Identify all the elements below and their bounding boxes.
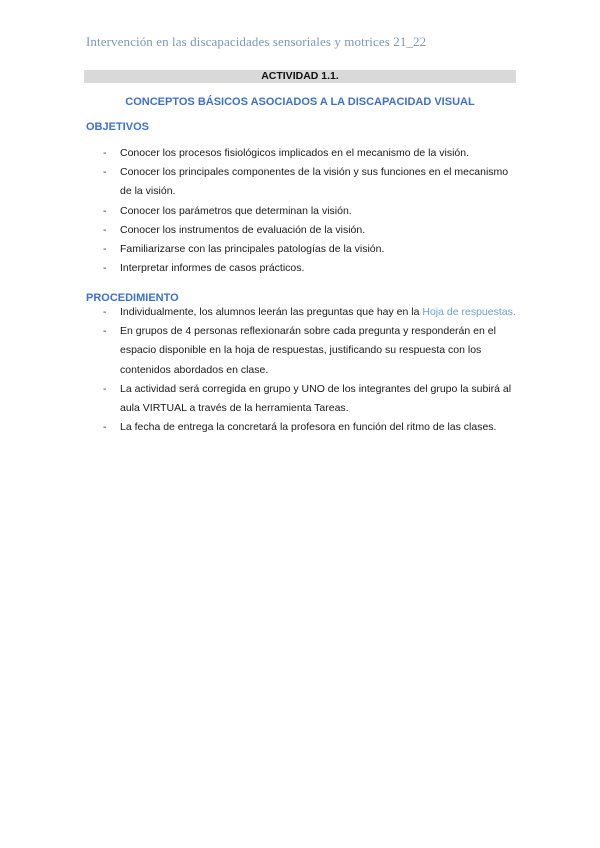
list-item	[86, 303, 516, 322]
list-item	[86, 322, 516, 380]
dash-bullet: -	[103, 382, 107, 395]
list-item-text: Individualmente, los alumnos leerán las preguntas que hay en la	[120, 306, 420, 318]
dash-bullet: -	[103, 204, 107, 217]
list-item-text: Conocer los parámetros que determinan la visión.	[120, 204, 352, 217]
dash-bullet: -	[103, 166, 107, 179]
list-item	[86, 221, 516, 240]
list-item	[86, 163, 516, 201]
list-item	[86, 202, 516, 221]
list-item-text: Familiarizarse con las principales patologías de la visión.	[120, 243, 385, 256]
dash-bullet: -	[103, 421, 107, 434]
list-item-text: Conocer los procesos fisiológicos implicados en el mecanismo de la visión.	[120, 147, 469, 159]
hoja-respuestas-link[interactable]: Hoja de respuestas.	[422, 306, 516, 318]
dash-bullet: -	[103, 147, 107, 159]
objetivos-list	[86, 144, 516, 278]
procedimiento-list	[86, 303, 516, 437]
dash-bullet: -	[103, 325, 107, 338]
list-item-text: Interpretar informes de casos prácticos.	[120, 262, 305, 275]
procedimiento-heading: PROCEDIMIENTO	[86, 292, 179, 304]
document-title: CONCEPTOS BÁSICOS ASOCIADOS A LA DISCAPACIDAD VISUAL	[125, 96, 475, 108]
objetivos-heading: OBJETIVOS	[86, 121, 149, 133]
list-item	[86, 240, 516, 259]
list-item-text: Conocer los principales componentes de la visión y sus funciones en el mecanismo de la visión.	[120, 166, 509, 198]
list-item-text: La fecha de entrega la concretará la profesora en función del ritmo de las clases.	[120, 421, 497, 434]
list-item	[86, 259, 516, 278]
dash-bullet: -	[103, 262, 107, 275]
list-item	[86, 144, 516, 163]
activity-label: ACTIVIDAD 1.1.	[84, 70, 516, 83]
running-header: Intervención en las discapacidades sensoriales y motrices 21_22	[86, 34, 427, 49]
list-item-text: Conocer los instrumentos de evaluación de la visión.	[120, 223, 366, 236]
dash-bullet: -	[103, 223, 107, 236]
list-item	[86, 380, 516, 418]
list-item-text: En grupos de 4 personas reflexionarán sobre cada pregunta y responderán en el espacio disponible en la hoja de respuestas, justificando su respuesta con los contenidos abordados en clase.	[120, 325, 496, 376]
list-item-text: La actividad será corregida en grupo y UNO de los integrantes del grupo la subirá al aula VIRTUAL a través de la herramienta Tareas.	[120, 382, 512, 415]
list-item	[86, 418, 516, 437]
dash-bullet: -	[103, 306, 107, 318]
dash-bullet: -	[103, 243, 107, 256]
